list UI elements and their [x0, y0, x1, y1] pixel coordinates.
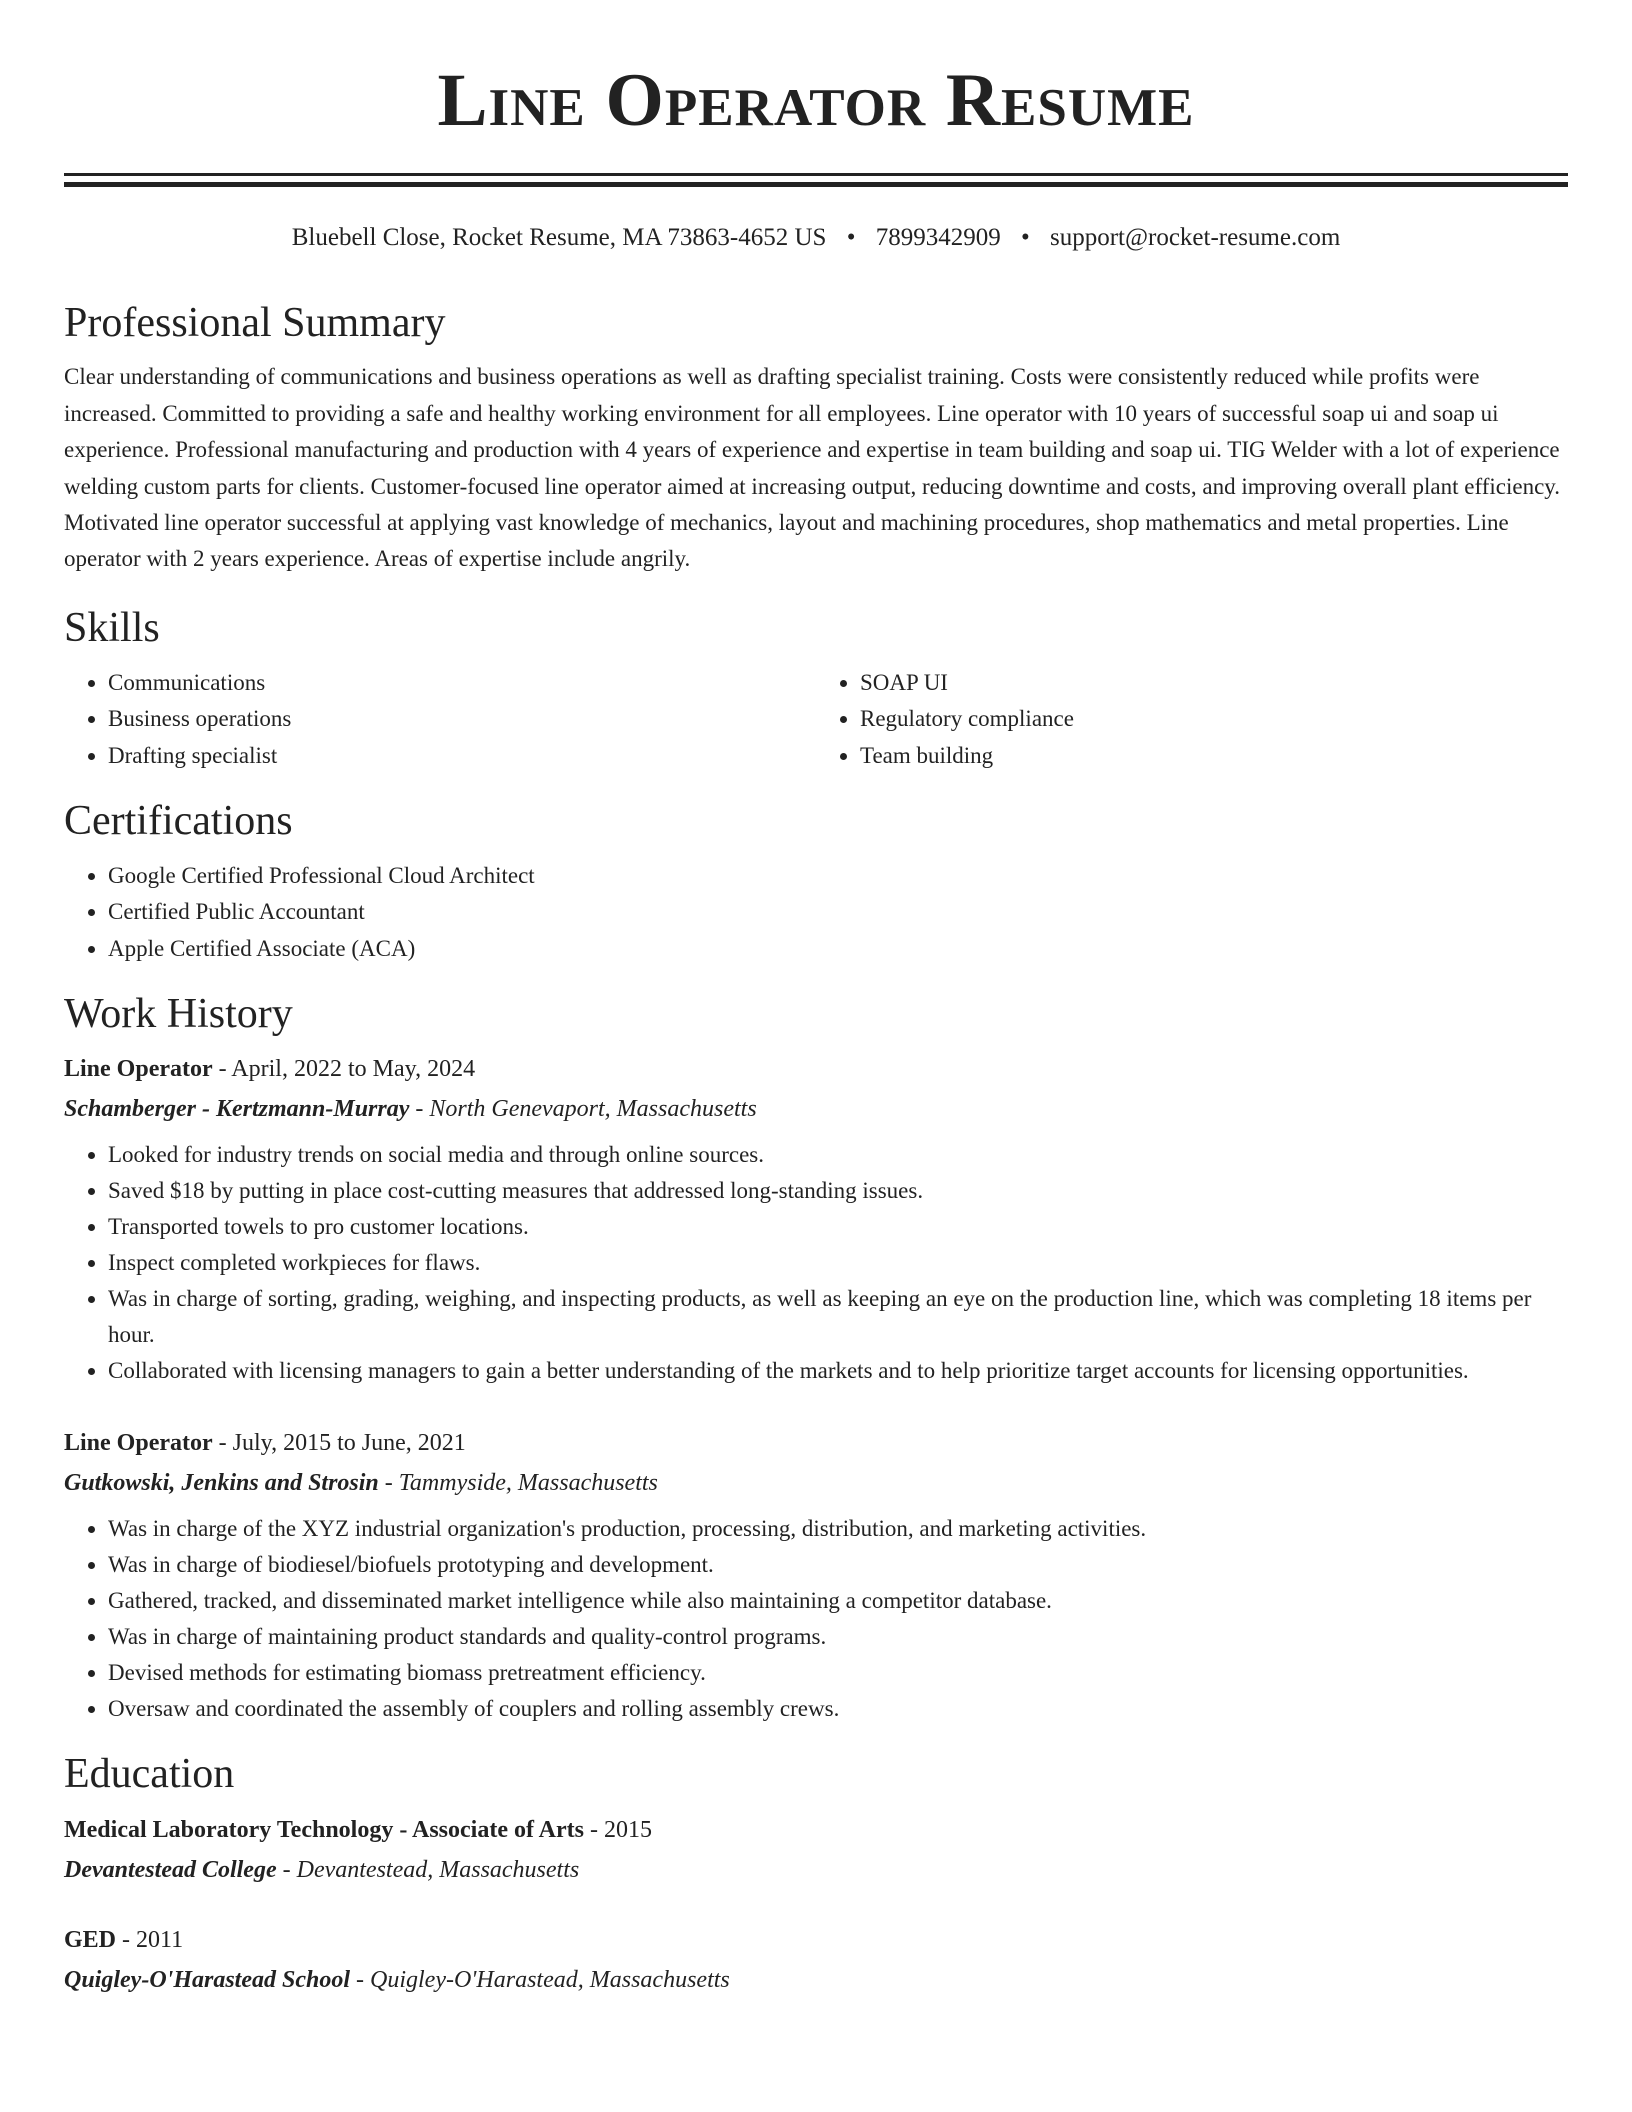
job-bullet: • Devised methods for estimating biomass pretreatment efficiency.	[108, 1655, 1568, 1691]
education-degree-line	[64, 1810, 1568, 1850]
certification-item: • Certified Public Accountant	[108, 894, 1568, 930]
skills-heading: Skills	[64, 604, 160, 651]
job-dates: - April, 2022 to May, 2024	[212, 1056, 476, 1083]
page-title: Line Operator Resume	[437, 59, 1195, 142]
job-bullet: • Oversaw and coordinated the assembly of couplers and rolling assembly crews.	[108, 1691, 1568, 1727]
title-divider-thin	[64, 173, 1568, 176]
job-dates: - July, 2015 to June, 2021	[212, 1430, 466, 1457]
education-entry	[64, 1810, 1568, 1890]
certification-item: • Google Certified Professional Cloud Architect	[108, 858, 1568, 894]
job-company: Schamberger - Kertzmann-Murray	[64, 1096, 410, 1123]
contact-phone: 7899342909	[875, 224, 1001, 251]
education-year: - 2011	[116, 1926, 184, 1953]
job-bullet: • Collaborated with licensing managers to gain a better understanding of the markets and to help prioritize target accounts for licensing opportunities.	[108, 1353, 1568, 1389]
job-bullet: • Was in charge of biodiesel/biofuels prototyping and development.	[108, 1547, 1568, 1583]
certification-item: • Apple Certified Associate (ACA)	[108, 931, 1568, 967]
education-entry	[64, 1920, 1568, 2000]
education-location: - Quigley-O'Harastead, Massachusetts	[350, 1966, 730, 1993]
certifications-heading: Certifications	[64, 797, 293, 844]
education-year: - 2015	[583, 1816, 652, 1843]
job-bullet: • Gathered, tracked, and disseminated market intelligence while also maintaining a competitor database.	[108, 1583, 1568, 1619]
education-school: Devantestead College	[64, 1856, 277, 1883]
job-bullet: • Was in charge of maintaining product standards and quality-control programs.	[108, 1619, 1568, 1655]
skill-item: • Business operations	[108, 701, 816, 737]
job-bullet: • Saved $18 by putting in place cost-cutting measures that addressed long-standing issues.	[108, 1173, 1568, 1209]
job-location: - Tammyside, Massachusetts	[378, 1470, 658, 1497]
skill-item: • Drafting specialist	[108, 738, 816, 774]
job-location: - North Genevaport, Massachusetts	[409, 1096, 757, 1123]
job-title-line	[64, 1049, 1568, 1089]
job-company-line	[64, 1089, 1568, 1129]
job-bullet: • Looked for industry trends on social media and through online sources.	[108, 1137, 1568, 1173]
job-bullet: • Was in charge of the XYZ industrial organization's production, processing, distribution, and marketing activities.	[108, 1511, 1568, 1547]
contact-separator: •	[1020, 224, 1030, 251]
job-entry	[64, 1423, 1568, 1727]
skills-column-right	[816, 665, 1568, 774]
skill-item: • SOAP UI	[860, 665, 1568, 701]
skill-item: • Communications	[108, 665, 816, 701]
education-school-line	[64, 1850, 1568, 1890]
education-degree: Medical Laboratory Technology - Associate of Arts	[64, 1816, 584, 1843]
job-bullet-list	[64, 1511, 1568, 1727]
contact-address: Bluebell Close, Rocket Resume, MA 73863-4652 US	[291, 224, 827, 251]
contact-email: support@rocket-resume.com	[1049, 224, 1341, 251]
skills-list	[64, 665, 1568, 774]
skill-item: • Regulatory compliance	[860, 701, 1568, 737]
summary-heading: Professional Summary	[64, 300, 446, 346]
education-degree: GED	[64, 1926, 117, 1953]
contact-line	[64, 223, 1568, 253]
work-history-heading: Work History	[64, 990, 293, 1037]
job-bullet: • Was in charge of sorting, grading, weighing, and inspecting products, as well as keeping an eye on the production line, which was completing 18 items per hour.	[108, 1281, 1568, 1353]
job-title: Line Operator	[64, 1056, 213, 1083]
summary-text: Clear understanding of communications and business operations as well as drafting specialist training. Costs were consistently reduced while profits were increased. Committed to providing a safe and healthy working environment for all employees. Line operator with 10 years of successful soap ui and soap ui experience. Professional manufacturing and production with 4 years of experience and expertise in team building and soap ui. TIG Welder with a lot of experience welding custom parts for clients. Customer-focused line operator aimed at increasing output, reducing downtime and costs, and improving overall plant efficiency. Motivated line operator successful at applying vast knowledge of mechanics, layout and machining procedures, shop mathematics and metal properties. Line operator with 2 years experience. Areas of expertise include angrily.	[64, 364, 1561, 572]
skills-column-left	[64, 665, 816, 774]
contact-separator: •	[846, 224, 856, 251]
job-bullet-list	[64, 1137, 1568, 1389]
certifications-list	[64, 858, 1568, 967]
job-title-line	[64, 1423, 1568, 1463]
education-heading: Education	[64, 1751, 235, 1798]
job-company-line	[64, 1463, 1568, 1503]
education-school-line	[64, 1960, 1568, 2000]
title-divider-thick	[64, 182, 1568, 187]
job-company: Gutkowski, Jenkins and Strosin	[64, 1470, 379, 1497]
job-bullet: • Inspect completed workpieces for flaws.	[108, 1245, 1568, 1281]
job-title: Line Operator	[64, 1430, 213, 1457]
skill-item: • Team building	[860, 738, 1568, 774]
job-entry	[64, 1049, 1568, 1389]
education-degree-line	[64, 1920, 1568, 1960]
job-bullet: • Transported towels to pro customer locations.	[108, 1209, 1568, 1245]
education-school: Quigley-O'Harastead School	[64, 1966, 350, 1993]
education-location: - Devantestead, Massachusetts	[276, 1856, 580, 1883]
